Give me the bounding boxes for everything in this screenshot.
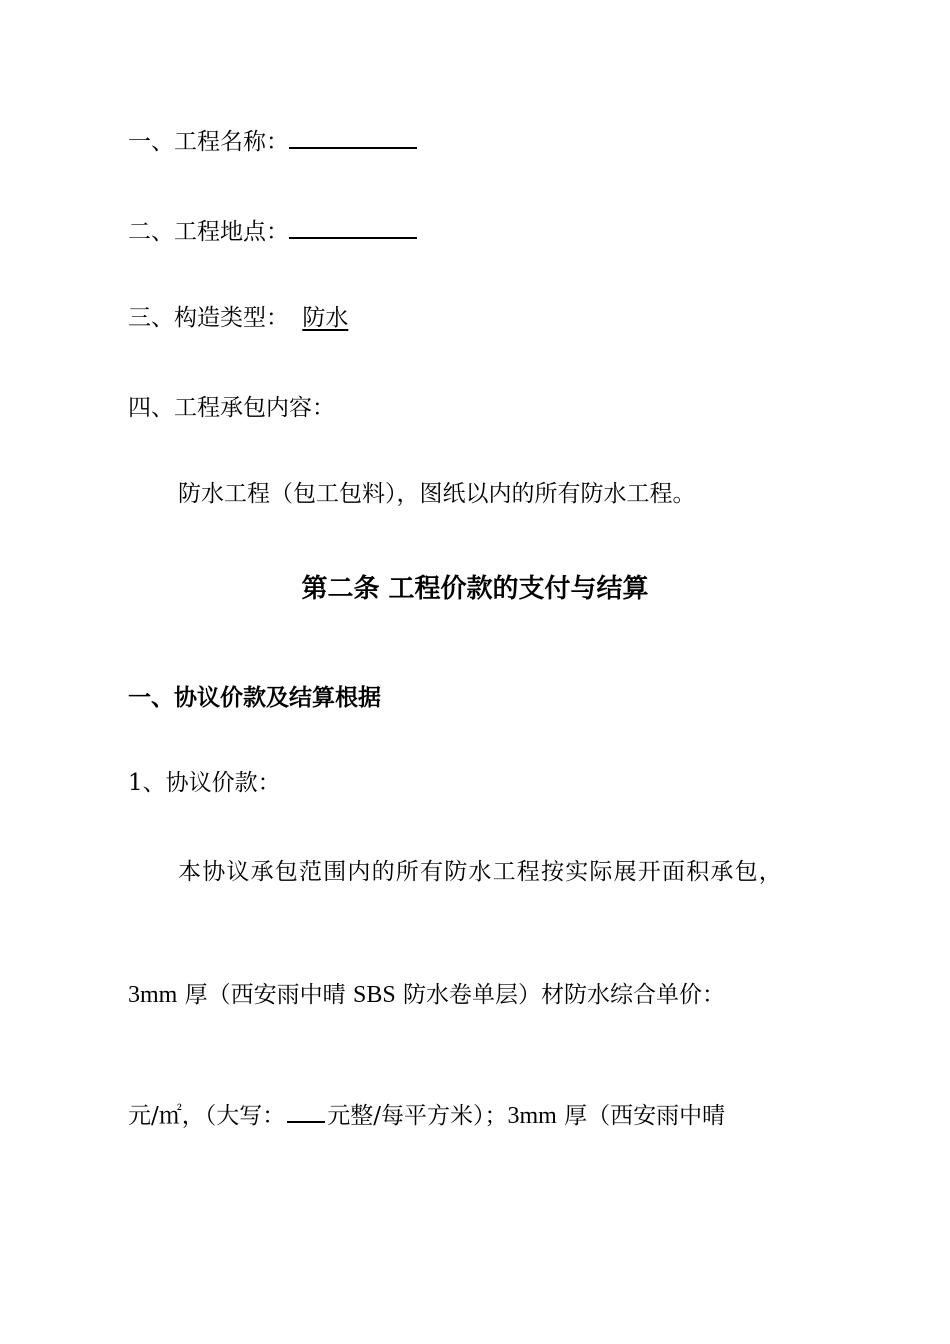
project-name-row bbox=[128, 123, 417, 157]
project-location-label: 二、工程地点： bbox=[128, 219, 289, 245]
sbs-label: SBS bbox=[352, 982, 396, 1008]
paragraph-line-1: 本协议承包范围内的所有防水工程按实际展开面积承包， bbox=[178, 859, 783, 885]
structure-type-value: 防水 bbox=[302, 305, 349, 331]
thickness-value: 3mm bbox=[128, 982, 178, 1008]
project-location-row bbox=[128, 213, 417, 247]
project-location-blank bbox=[289, 213, 417, 239]
contract-content-label: 四、工程承包内容： bbox=[128, 395, 335, 421]
project-name-blank bbox=[289, 123, 417, 149]
structure-type-label: 三、构造类型： bbox=[128, 305, 289, 331]
project-name-label: 一、工程名称： bbox=[128, 129, 289, 155]
thickness-value-2: 3mm bbox=[507, 1103, 557, 1129]
paragraph-line-2 bbox=[128, 980, 725, 1010]
article-title: 第二条 工程价款的支付与结算 bbox=[301, 574, 649, 604]
section-sub-label: 1、协议价款： bbox=[128, 770, 281, 796]
paragraph-line-3-b: 元整/每平方米）； bbox=[327, 1103, 508, 1129]
paragraph-line-2-main: 厚（西安雨中晴 bbox=[177, 982, 353, 1008]
amount-in-words-blank bbox=[287, 1097, 325, 1123]
contract-content-text: 防水工程（包工包料），图纸以内的所有防水工程。 bbox=[178, 481, 696, 507]
paragraph-line-2-rest: 防水卷单层）材防水综合单价： bbox=[395, 982, 725, 1008]
contract-content-row bbox=[128, 393, 335, 423]
paragraph-line-3-d: 厚（西安雨中晴 bbox=[556, 1103, 726, 1129]
structure-type-row bbox=[128, 303, 348, 333]
paragraph-line-3-a: 元/㎡，（大写： bbox=[128, 1103, 286, 1129]
paragraph-line-3 bbox=[128, 1097, 725, 1131]
section-heading: 一、协议价款及结算根据 bbox=[128, 685, 381, 711]
